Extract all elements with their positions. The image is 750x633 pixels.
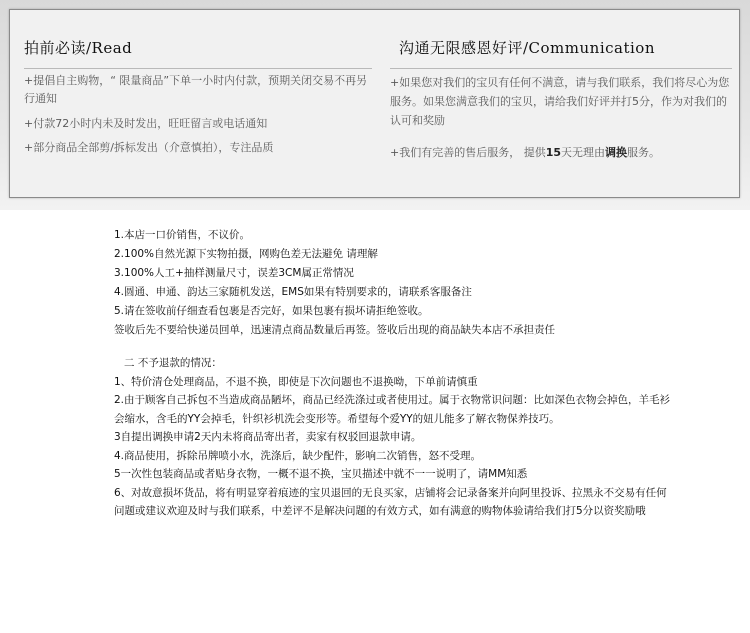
shop-rules	[114, 226, 674, 340]
read-title: 拍前必读/Read	[24, 39, 133, 57]
refund-item: 6、对故意损坏货品，将有明显穿着痕迹的宝贝退回的无良买家，店铺将会记录备案并向阿里投诉、拉黑永不交易有任何问题或建议欢迎及时与我们联系，中差评不是解决问题的有效方式，如有满意的购物体验请给我们打5分以资奖励哦	[114, 486, 667, 517]
read-paragraph: +付款72小时内未及时发出，旺旺留言或电话通知	[24, 117, 268, 130]
rule-line: 2.100%自然光源下实物拍摄，网购色差无法避免 请理解	[114, 248, 378, 260]
divider	[390, 68, 732, 69]
refund-heading: 二 不予退款的情况：	[124, 357, 222, 369]
communication-paragraph: +如果您对我们的宝贝有任何不满意，请与我们联系，我们将尽心为您服务。如果您满意我们的宝贝，请给我们好评并打5分，作为对我们的认可和奖励	[390, 76, 730, 127]
refund-item: 2.由于顾客自己拆包不当造成商品陋坏，商品已经洗涤过或者使用过。属于衣物常识问题：比如深色衣物会掉色，羊毛衫会缩水，含毛的YY会掉毛，针织衫机洗会变形等。希望每个爱YY的妞儿能多了解衣物保养技巧。	[114, 394, 671, 425]
notice-box	[9, 9, 740, 198]
refund-item: 5一次性包装商品或者贴身衣物，一概不退不换，宝贝描述中就不一一说明了，请MM知悉	[114, 468, 528, 480]
read-paragraph: +部分商品全部剪/拆标发出（介意慎拍），专注品质	[24, 141, 274, 154]
read-paragraph: +提倡自主购物，“ 限量商品”下单一小时内付款，预期关闭交易不再另行通知	[24, 74, 368, 105]
divider	[24, 68, 372, 69]
rule-line: 4.圆通、申通、韵达三家随机发送，EMS如果有特别要求的，请联系客服备注	[114, 286, 472, 298]
refund-item: 4.商品使用，拆除吊牌喷小水，洗涤后，缺少配件，影响二次销售，怒不受理。	[114, 449, 482, 462]
refund-item: 1、特价清仓处理商品，不退不换，即使是下次问题也不退换呦，下单前请慎重	[114, 375, 478, 388]
rule-line: 1.本店一口价销售，不议价。	[114, 229, 251, 241]
rule-line: 3.100%人工+抽样测量尺寸，误差3CM属正常情况	[114, 267, 354, 279]
refund-item: 3自提出调换申请2天内未将商品寄出者，卖家有权驳回退款申请。	[114, 431, 422, 443]
rule-line: 5.请在签收前仔细查看包裹是否完好，如果包裹有损坏请拒绝签收。	[114, 305, 429, 317]
communication-paragraph: +我们有完善的售后服务， 提供15天无理由调换服务。	[390, 146, 661, 159]
communication-title: 沟通无限感恩好评/Communication	[399, 39, 655, 57]
refund-policy	[114, 354, 674, 521]
rule-line: 签收后先不要给快递员回单，迅速清点商品数量后再签。签收后出现的商品缺失本店不承担责任	[114, 324, 555, 336]
